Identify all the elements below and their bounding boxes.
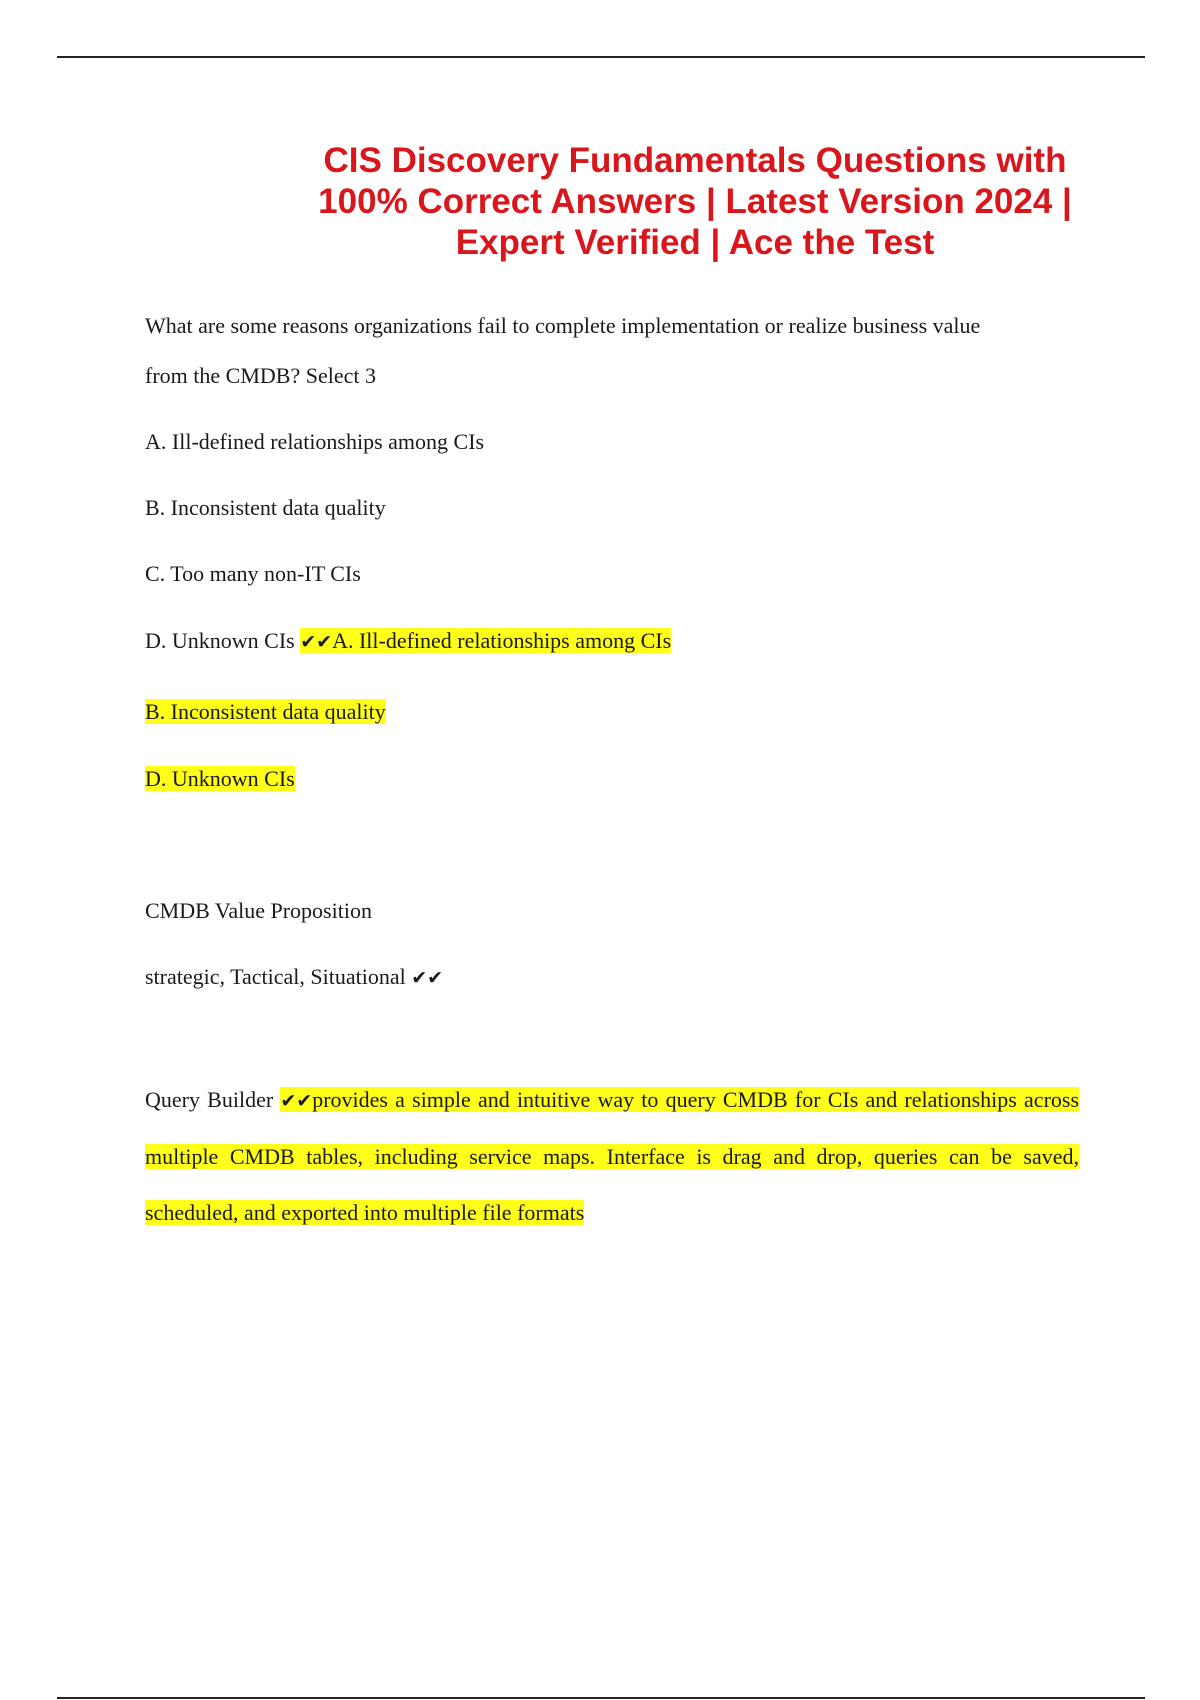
answer-highlight — [145, 1087, 1079, 1225]
query-builder-paragraph — [145, 1072, 1079, 1241]
answer-line-b — [145, 698, 386, 726]
double-checkmark-icon: ✔✔ — [300, 631, 333, 653]
answer-highlight — [300, 628, 671, 653]
answer-a: A. Ill-defined relationships among CIs — [332, 628, 672, 653]
footer-rule — [57, 1697, 1145, 1699]
option-a: A. Ill-defined relationships among CIs — [145, 429, 485, 454]
answer-query-builder: provides a simple and intuitive way to query CMDB for CIs and relationships across multiple CMDB tables, including service maps. Interface is drag and drop, queries can be saved, scheduled, and exported into multiple file formats — [145, 1087, 1080, 1225]
double-checkmark-icon: ✔✔ — [280, 1090, 313, 1112]
answer-d: D. Unknown CIs — [145, 766, 295, 791]
answer-text: strategic, Tactical, Situational — [145, 964, 406, 989]
option-d-with-answer — [145, 627, 671, 656]
document-title: CIS Discovery Fundamentals Questions with 100% Correct Answers | Latest Version 2024 | Expert Verified | Ace the Test — [318, 141, 1072, 262]
option-d: D. Unknown CIs — [145, 628, 295, 653]
term-cmdb-value-proposition: CMDB Value Proposition — [145, 898, 372, 923]
header-rule — [57, 56, 1145, 58]
option-b: B. Inconsistent data quality — [145, 495, 386, 520]
answer-b: B. Inconsistent data quality — [145, 699, 386, 724]
option-c: C. Too many non-IT CIs — [145, 561, 361, 586]
double-checkmark-icon: ✔✔ — [411, 967, 444, 989]
term-query-builder: Query Builder — [145, 1087, 274, 1112]
question-text-line-1: What are some reasons organizations fail to complete implementation or realize business value — [145, 313, 981, 338]
answer-cmdb-value-proposition — [145, 963, 443, 992]
question-text-line-2: from the CMDB? Select 3 — [145, 363, 376, 388]
answer-line-d — [145, 765, 295, 793]
